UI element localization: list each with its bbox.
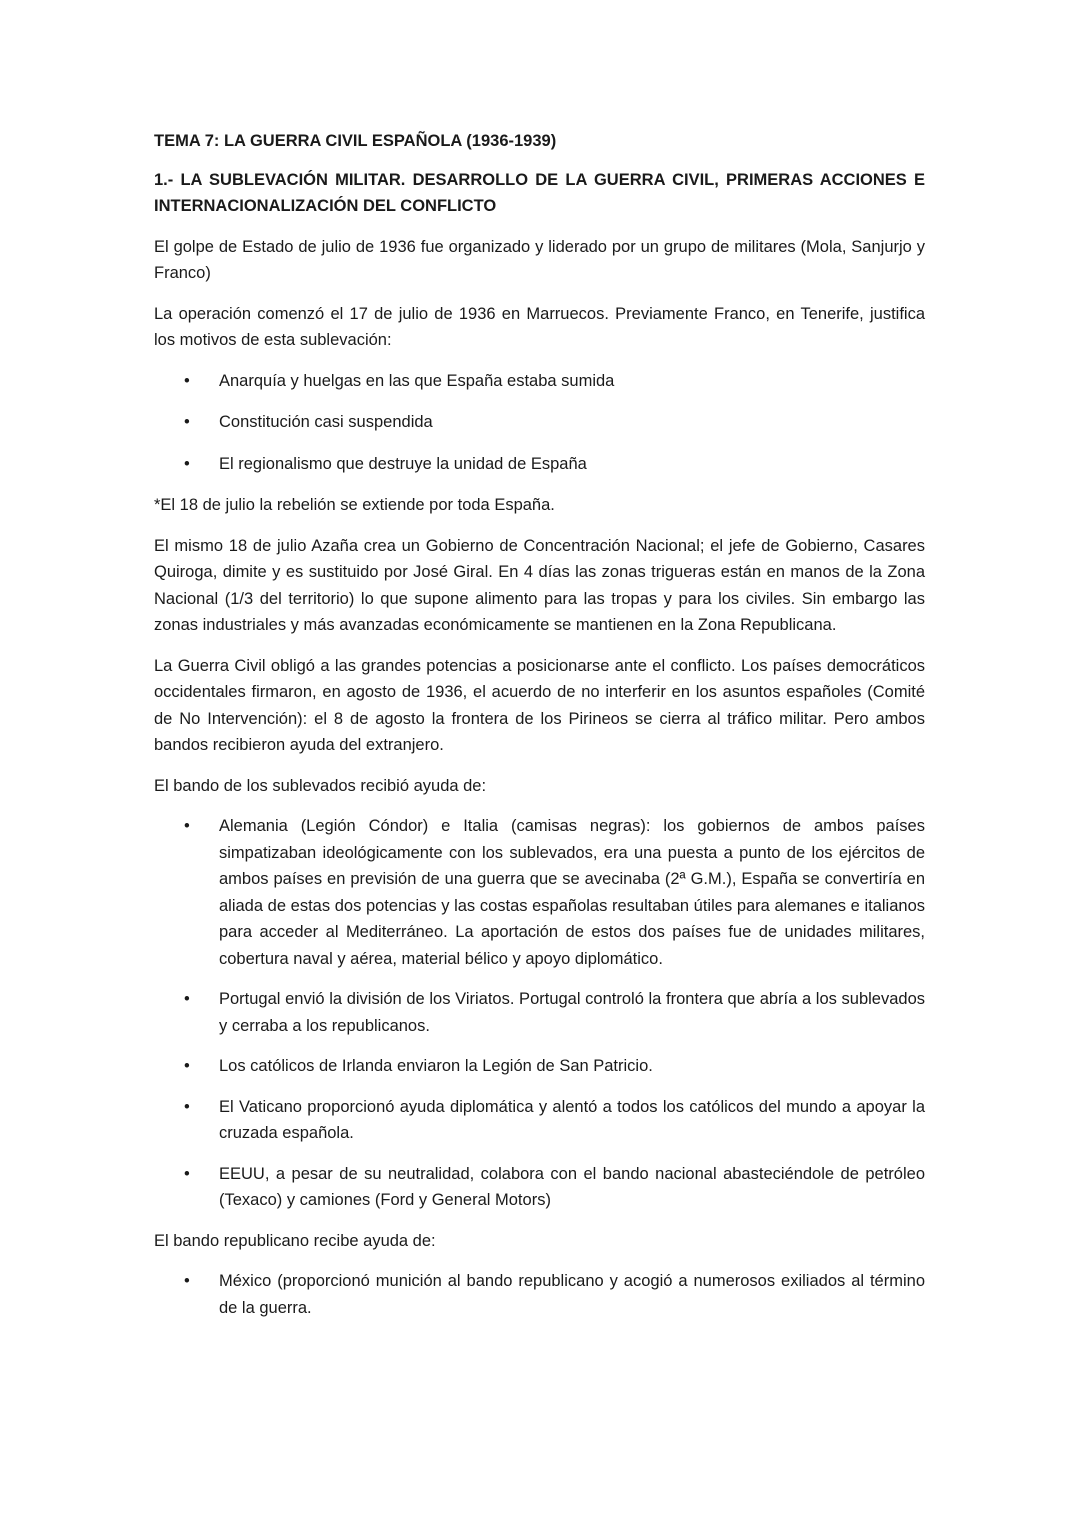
paragraph-golpe: El golpe de Estado de julio de 1936 fue organizado y liderado por un grupo de militares (Mola, Sanjurjo y Franco) [154,237,925,282]
document-title: TEMA 7: LA GUERRA CIVIL ESPAÑOLA (1936-1939) [154,132,557,150]
ayuda-republicanos-list [154,1268,925,1321]
list-item: • EEUU, a pesar de su neutralidad, colabora con el bando nacional abasteciéndole de petróleo (Texaco) y camiones (Ford y General Motors) [154,1161,925,1214]
paragraph-rebelion: *El 18 de julio la rebelión se extiende por toda España. [154,496,555,514]
list-item: • Los católicos de Irlanda enviaron la Legión de San Patricio. [154,1053,925,1080]
list-item: • Alemania (Legión Cóndor) e Italia (camisas negras): los gobiernos de ambos países simpatizaban ideológicamente con los sublevados, era una puesta a punto de los ejércitos de ambos países en previsión de una guerra que se avecinaba (2ª G.M.), España se convertiría en aliada de estas dos potencias y las costas españolas resultaban útiles para alemanes e italianos para acceder al Mediterráneo. La aportación de estos dos países fue de unidades militares, cobertura naval y aérea, material bélico y apoyo diplomático. [154,813,925,972]
list-item: • Constitución casi suspendida [154,409,925,436]
paragraph-operacion: La operación comenzó el 17 de julio de 1936 en Marruecos. Previamente Franco, en Tenerife, justifica los motivos de esta sublevación: [154,304,925,349]
list-item: • El regionalismo que destruye la unidad de España [154,451,925,478]
list-item: • México (proporcionó munición al bando republicano y acogió a numerosos exiliados al término de la guerra. [154,1268,925,1321]
list-item: • Portugal envió la división de los Viriatos. Portugal controló la frontera que abría a los sublevados y cerraba a los republicanos. [154,986,925,1039]
motivos-list [154,368,925,478]
list-item: • Anarquía y huelgas en las que España estaba sumida [154,368,925,395]
paragraph-gobierno: El mismo 18 de julio Azaña crea un Gobierno de Concentración Nacional; el jefe de Gobierno, Casares Quiroga, dimite y es sustituido por José Giral. En 4 días las zonas trigueras están en manos de la Zona Nacional (1/3 del territorio) lo que supone alimento para las tropas y para los civiles. Sin embargo las zonas industriales y más avanzadas económicamente se mantienen en la Zona Republicana. [154,536,925,634]
paragraph-republicanos-intro: El bando republicano recibe ayuda de: [154,1231,436,1250]
paragraph-potencias: La Guerra Civil obligó a las grandes potencias a posicionarse ante el conflicto. Los países democráticos occidentales firmaron, en agosto de 1936, el acuerdo de no interferir en los asuntos españoles (Comité de No Intervención): el 8 de agosto la frontera de los Pirineos se cierra al tráfico militar. Pero ambos bandos recibieron ayuda del extranjero. [154,656,925,754]
paragraph-sublevados-intro: El bando de los sublevados recibió ayuda de: [154,776,487,795]
list-item: • El Vaticano proporcionó ayuda diplomática y alentó a todos los católicos del mundo a apoyar la cruzada española. [154,1094,925,1147]
document-page [154,128,925,1335]
section-heading: 1.- LA SUBLEVACIÓN MILITAR. DESARROLLO DE LA GUERRA CIVIL, PRIMERAS ACCIONES E INTERNACIONALIZACIÓN DEL CONFLICTO [154,170,925,215]
ayuda-sublevados-list [154,813,925,1214]
